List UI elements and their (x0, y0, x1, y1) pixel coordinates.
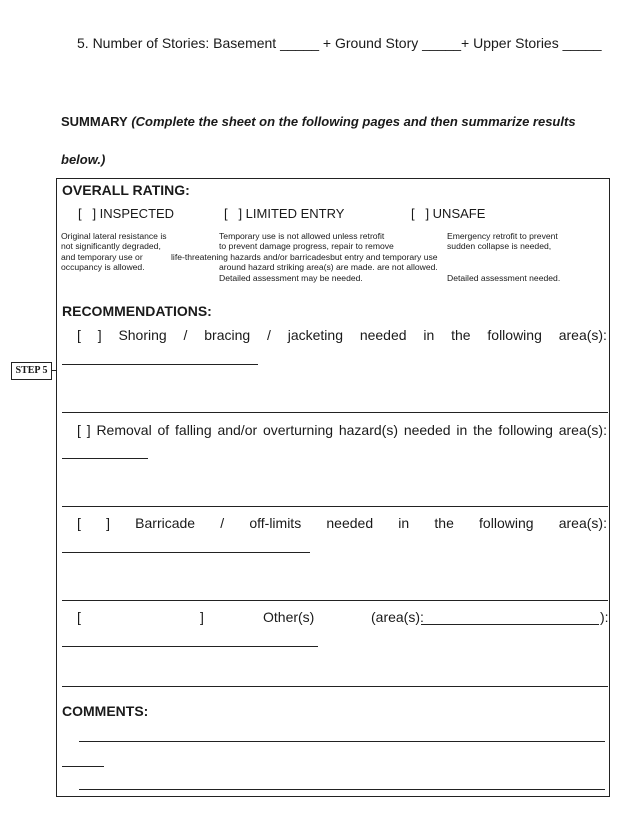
limited-desc-line-5: Detailed assessment may be needed. (219, 272, 363, 283)
word: falling (175, 422, 212, 438)
word: in (423, 327, 435, 343)
step-connector (52, 370, 56, 371)
removal-area-blank[interactable] (62, 458, 148, 459)
word: overturning (262, 422, 334, 438)
word: in (456, 422, 468, 438)
others-area-label: (area(s): (371, 609, 424, 625)
word: of (157, 422, 170, 438)
checkbox-close[interactable]: ] (97, 327, 102, 343)
summary-instruction-continued: below.) (61, 152, 106, 167)
stories-line: 5. Number of Stories: Basement _____ + Ground Story _____+ Upper Stories _____ (77, 35, 602, 51)
summary-line (61, 114, 576, 129)
checkbox-open[interactable]: [ (77, 515, 81, 531)
shoring-area-blank-2[interactable] (62, 412, 608, 413)
word: the (451, 327, 471, 343)
step-label: STEP 5 (11, 362, 52, 380)
recommendations-heading: RECOMMENDATIONS: (62, 303, 212, 319)
summary-instruction: (Complete the sheet on the following pages and then summarize results (131, 114, 576, 129)
removal-area-blank-2[interactable] (62, 506, 608, 507)
barricade-line (77, 515, 607, 531)
removal-line (77, 422, 607, 438)
word: Barricade (135, 515, 196, 531)
unsafe-description: Emergency retrofit to prevent sudden collapse is needed, (447, 231, 558, 252)
word: area(s): (558, 515, 607, 531)
word: area(s): (558, 327, 607, 343)
others-area-blank[interactable] (62, 646, 318, 647)
checkbox-open[interactable]: [ (77, 609, 81, 625)
comments-line-3[interactable] (79, 789, 605, 790)
word: hazard(s) (338, 422, 398, 438)
barricade-area-blank[interactable] (62, 552, 310, 553)
shoring-area-blank[interactable] (62, 364, 258, 365)
others-close: ): (600, 609, 609, 625)
comments-heading: COMMENTS: (62, 703, 149, 719)
others-label: Other(s) (263, 609, 315, 625)
inspected-description: Original lateral resistance is not significantly degraded, and temporary use or occupancy is allowed. (61, 231, 167, 273)
word: and/or (217, 422, 258, 438)
word: off-limits (249, 515, 302, 531)
word: bracing (204, 327, 251, 343)
comments-line-2[interactable] (62, 766, 104, 767)
word: following (498, 422, 553, 438)
word: following (487, 327, 542, 343)
summary-label: SUMMARY (61, 114, 128, 129)
others-line (77, 609, 609, 629)
others-area-inline-blank[interactable] (421, 624, 599, 625)
comments-line-1[interactable] (79, 741, 605, 742)
limited-entry-option[interactable]: [ ] LIMITED ENTRY (224, 206, 345, 221)
checkbox-close[interactable]: ] (200, 609, 204, 625)
word: / (220, 515, 225, 531)
word: in (398, 515, 410, 531)
word: needed (326, 515, 374, 531)
limited-desc-line-3: life-threatening hazards and/or barricadesbut entry and temporary use (171, 251, 438, 262)
word: needed (359, 327, 407, 343)
checkbox-close[interactable]: ] (106, 515, 110, 531)
inspected-option[interactable]: [ ] INSPECTED (78, 206, 175, 221)
word: / (183, 327, 188, 343)
shoring-line (77, 327, 607, 343)
unsafe-option[interactable]: [ ] UNSAFE (411, 206, 486, 221)
word: the (434, 515, 454, 531)
word: needed (403, 422, 451, 438)
word: area(s): (558, 422, 607, 438)
overall-rating-heading: OVERALL RATING: (62, 182, 190, 198)
word: jacketing (287, 327, 343, 343)
limited-desc-line-4: around hazard striking area(s) are made. are not allowed. (219, 262, 438, 273)
word: Removal (96, 422, 152, 438)
limited-desc-line-1: Temporary use is not allowed unless retrofit (219, 231, 385, 241)
limited-desc-line-2: to prevent damage progress, repair to remove (219, 241, 394, 252)
word: / (267, 327, 271, 343)
barricade-area-blank-2[interactable] (62, 600, 608, 601)
word: Shoring (118, 327, 167, 343)
word: the (473, 422, 493, 438)
checkbox-open[interactable]: [ (77, 422, 81, 438)
others-area-blank-2[interactable] (62, 686, 608, 687)
checkbox-close[interactable]: ] (86, 422, 91, 438)
checkbox-open[interactable]: [ (77, 327, 81, 343)
word: following (479, 515, 534, 531)
unsafe-description-end: Detailed assessment needed. (447, 272, 561, 283)
